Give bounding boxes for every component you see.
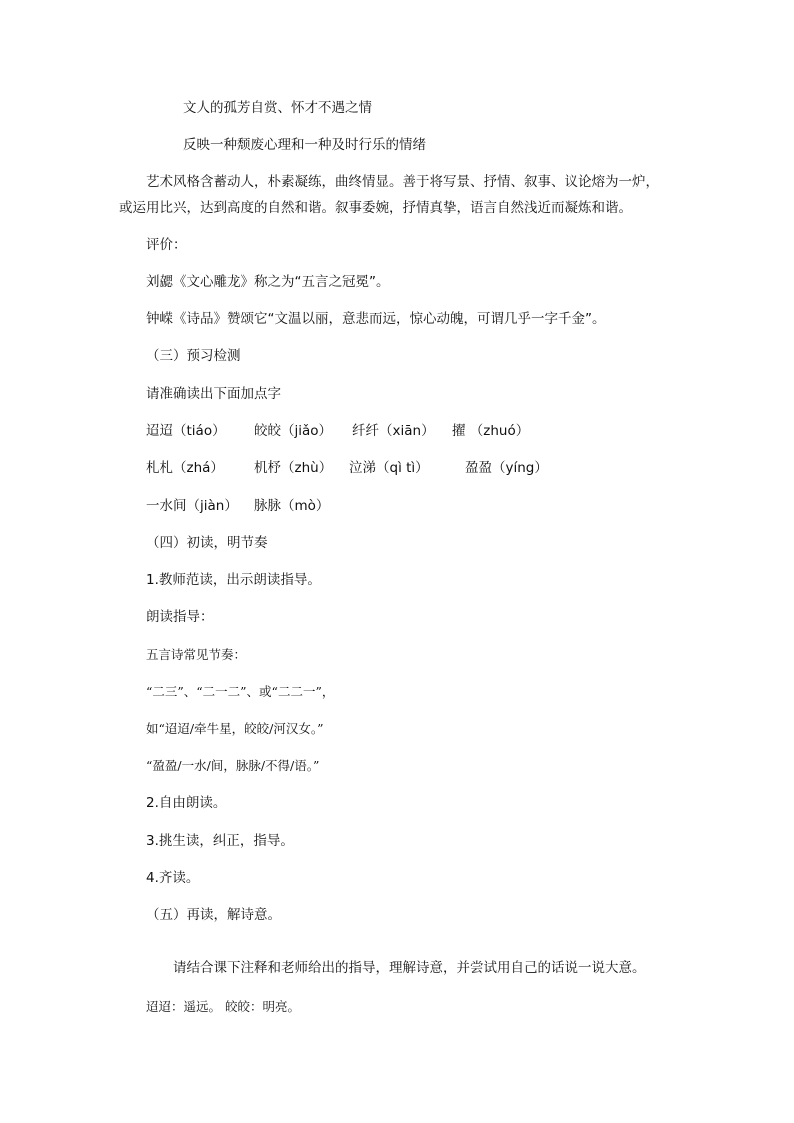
section-label: 评价： bbox=[146, 237, 187, 253]
pinyin-item: 泣涕（qì tì） bbox=[349, 460, 429, 476]
rhythm-note: “二三”、“二一二”、或“二二一”， bbox=[146, 684, 335, 699]
text-line: 请准确读出下面加点字 bbox=[146, 386, 281, 402]
section-heading: （五）再读，解诗意。 bbox=[146, 907, 281, 923]
section-heading: （三）预习检测 bbox=[146, 348, 241, 364]
pinyin-row bbox=[146, 458, 666, 478]
pinyin-item: 脉脉（mò） bbox=[254, 498, 330, 514]
text-line: 文人的孤芳自赏、怀才不遇之情 bbox=[183, 100, 372, 116]
section-heading: （四）初读，明节奏 bbox=[146, 535, 268, 551]
text-line: 2.自由朗读。 bbox=[146, 795, 227, 811]
pinyin-item: 皎皎（jiǎo） bbox=[254, 423, 333, 439]
pinyin-item: 擢 （zhuó） bbox=[452, 423, 530, 439]
text-line: 1.教师范读，出示朗读指导。 bbox=[146, 572, 321, 588]
pinyin-item: 盈盈（yíng） bbox=[465, 460, 548, 476]
text-line: 朗读指导： bbox=[146, 609, 214, 625]
paragraph-line: 或运用比兴，达到高度的自然和谐。叙事委婉，抒情真挚，语言自然浅近而凝炼和谐。 bbox=[119, 200, 632, 216]
rhythm-example: 如“迢迢/牵牛星，皎皎/河汉女。” bbox=[146, 721, 324, 736]
pinyin-item: 机杼（zhù） bbox=[254, 460, 333, 476]
pinyin-row bbox=[146, 496, 666, 516]
rhythm-example: “盈盈/一水/间，脉脉/不得/语。” bbox=[146, 758, 320, 773]
text-line: 钟嵘《诗品》赞颂它“文温以丽，意悲而远，惊心动魄，可谓几乎一字千金”。 bbox=[146, 311, 606, 327]
pinyin-item: 札札（zhá） bbox=[146, 460, 224, 476]
text-line: 4.齐读。 bbox=[146, 870, 200, 886]
pinyin-item: 一水间（jiàn） bbox=[146, 498, 238, 514]
pinyin-item: 纤纤（xiān） bbox=[352, 423, 435, 439]
annotation-line: 迢迢：遥远。 皎皎：明亮。 bbox=[146, 999, 300, 1014]
text-line: 反映一种颓废心理和一种及时行乐的情绪 bbox=[183, 137, 426, 153]
rhythm-note: 五言诗常见节奏： bbox=[146, 647, 247, 662]
pinyin-item: 迢迢（tiáo） bbox=[146, 423, 226, 439]
text-line: 3.挑生读，纠正，指导。 bbox=[146, 833, 294, 849]
text-line: 刘勰《文心雕龙》称之为“五言之冠冕”。 bbox=[146, 274, 390, 290]
pinyin-row bbox=[146, 421, 666, 441]
paragraph-line: 请结合课下注释和老师给出的指导，理解诗意，并尝试用自己的话说一说大意。 bbox=[173, 960, 646, 976]
paragraph-line: 艺术风格含蓄动人，朴素凝练，曲终情显。善于将写景、抒情、叙事、议论熔为一炉， bbox=[146, 174, 659, 190]
